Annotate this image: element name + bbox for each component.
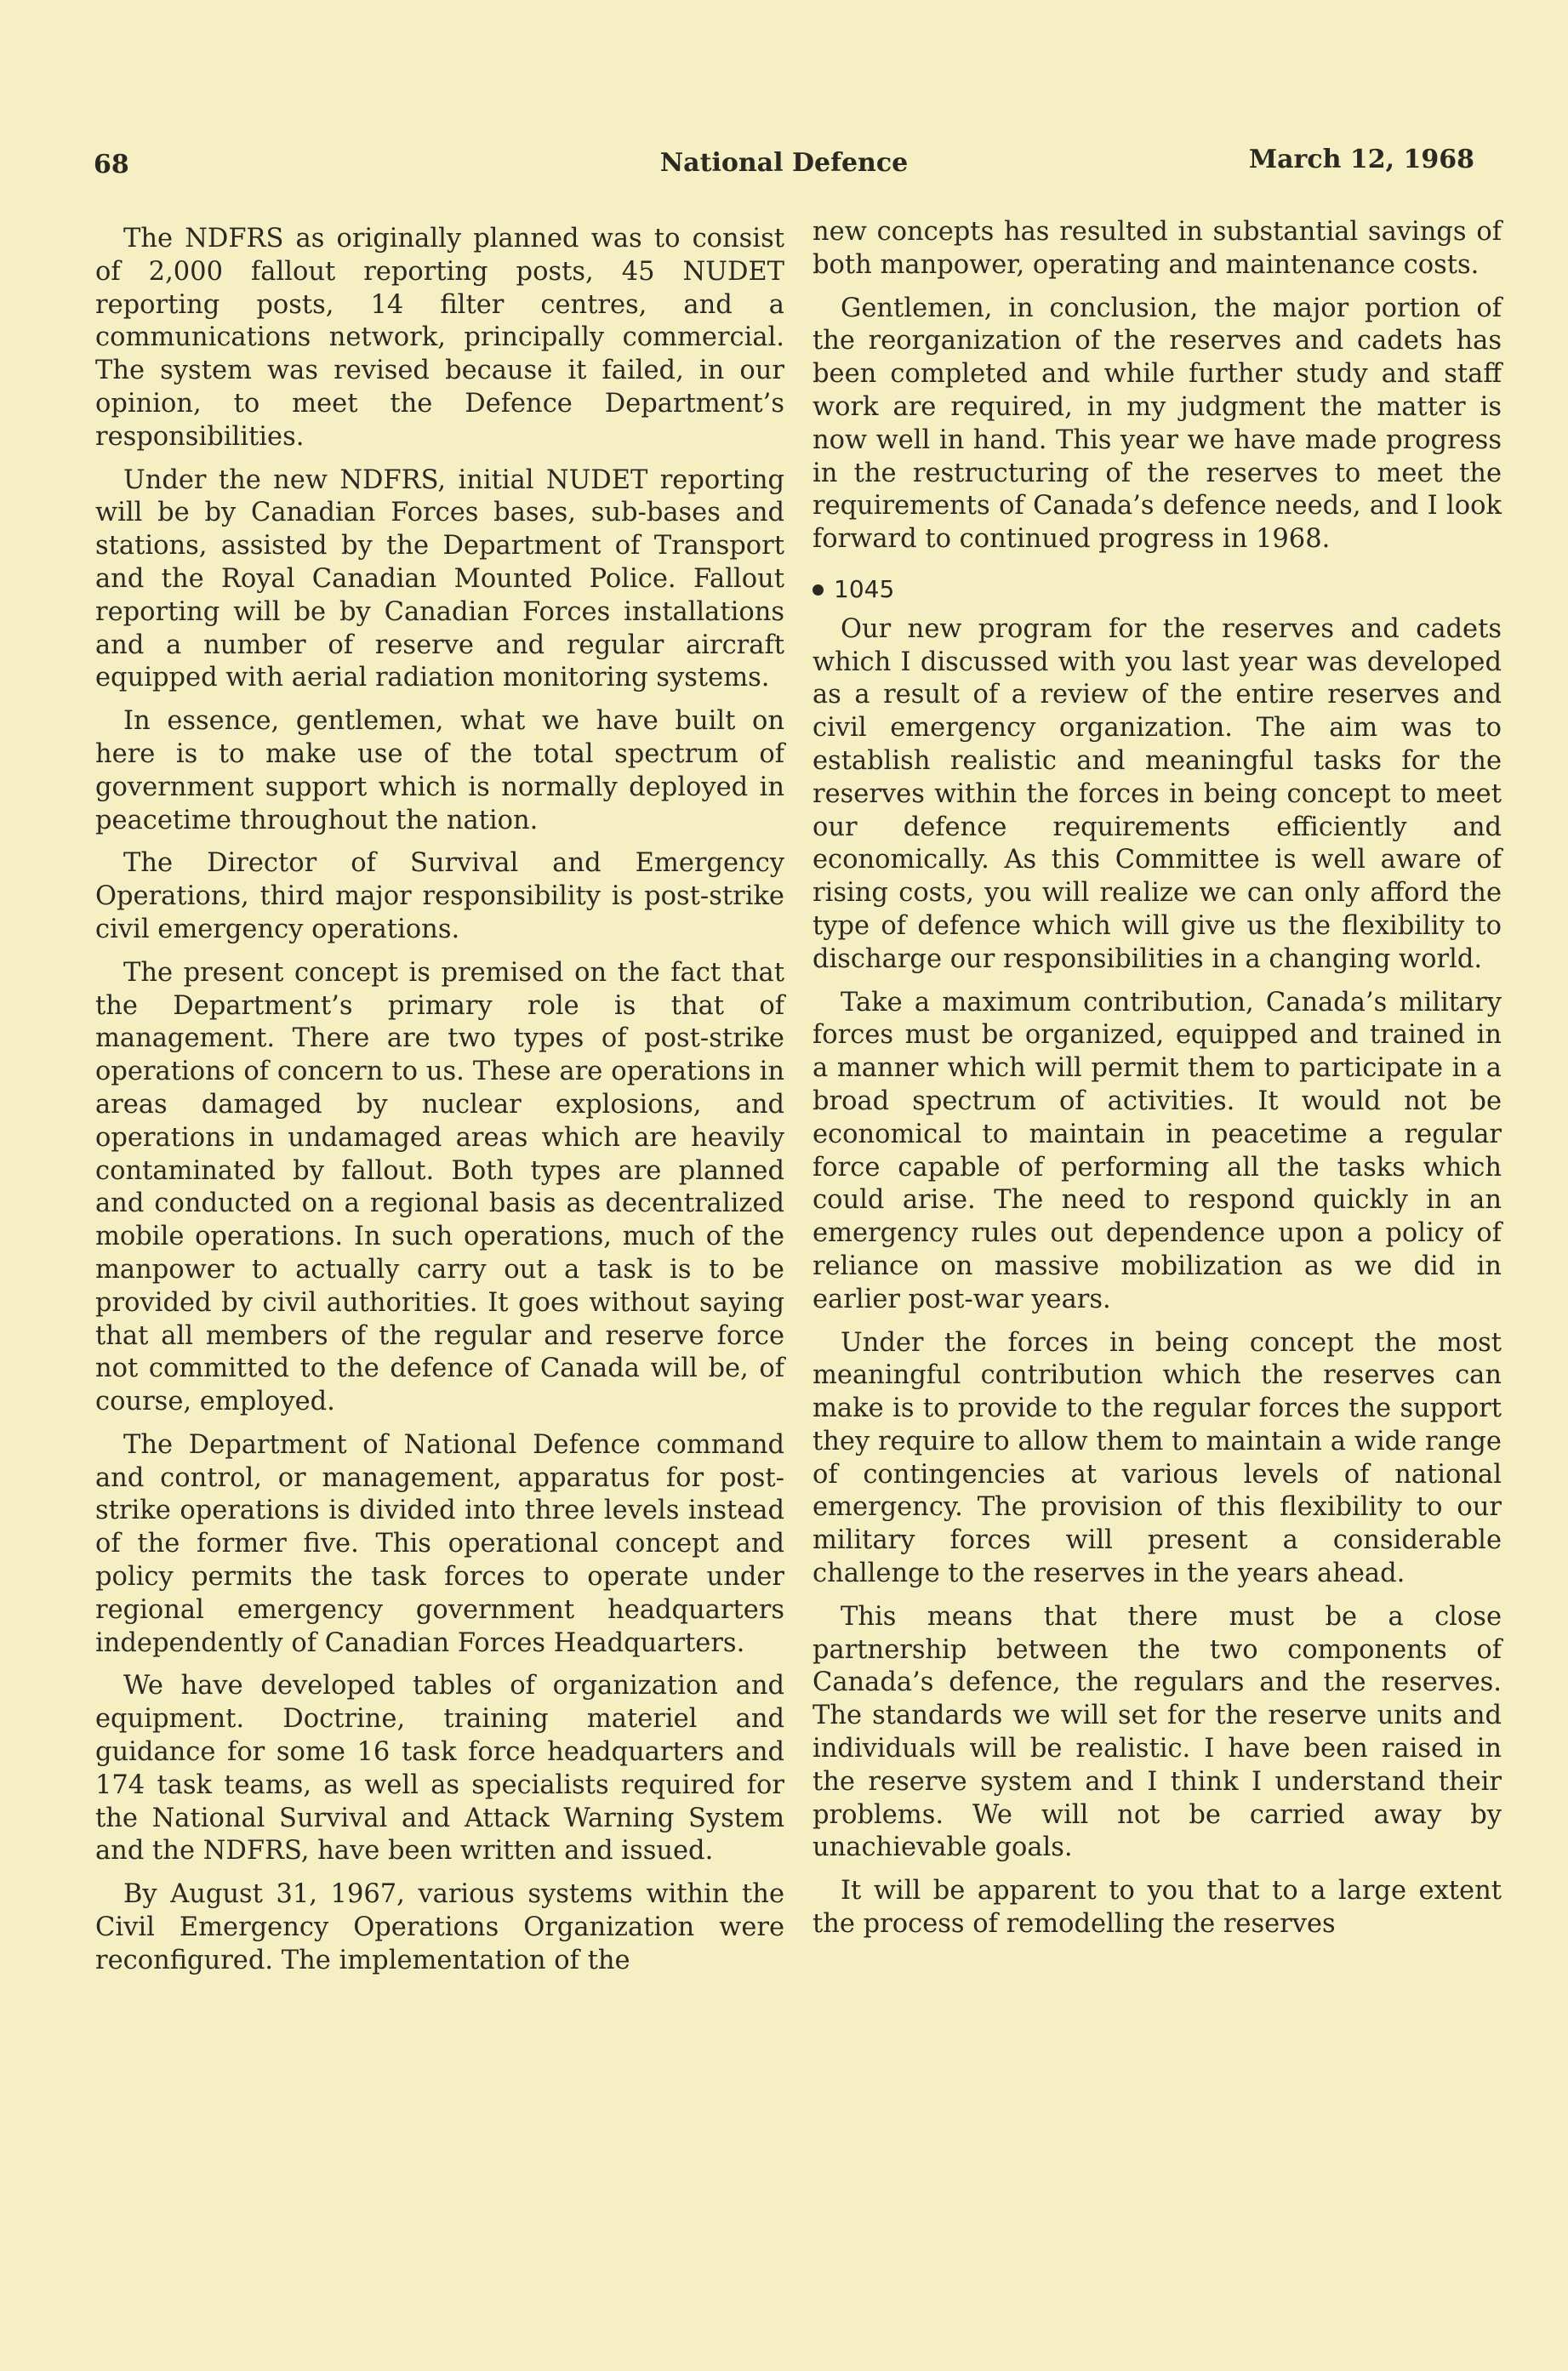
paragraph: It will be apparent to you that to a large extent the process of remodelling the reserves [813,1876,1502,1940]
page-number: 68 [94,150,129,180]
paragraph-continuation: new concepts has resulted in substantial savings of both manpower, operating and maintenance costs. [813,217,1502,280]
paragraph: Under the forces in being concept the most meaningful contribution which the reserves can make is to provide to the regular forces the support they require to allow them to maintain a wide range of contingencies at various levels of national emergency. The provision of this flexibility to our military forces will present a considerable challenge to the reserves in the years ahead. [813,1327,1502,1589]
paragraph: Gentlemen, in conclusion, the major portion of the reorganization of the reserves and cadets has been completed and while further study and staff work are required, in my judgment the matter is now well in hand. This year we have made progress in the restructuring of the reserves to meet the requirements of Canada’s defence needs, and I look forward to continued progress in 1968. [813,293,1502,555]
paragraph: Our new program for the reserves and cadets which I discussed with you last year was developed as a result of a review of the entire reserves and civil emergency organization. The aim was to establish realistic and meaningful tasks for the reserves within the forces in being concept to meet our defence requirements efficiently and economically. As this Committee is well aware of rising costs, you will realize we can only afford the type of defence which will give us the flexibility to discharge our responsibilities in a changing world. [813,613,1502,974]
paragraph: This means that there must be a close partnership between the two components of Canada’s defence, the regulars and the reserves. The standards we will set for the reserve units and individuals will be realistic. I have been raised in the reserve system and I think I understand their problems. We will not be carried away by unachievable goals. [813,1601,1502,1863]
paragraph: The present concept is premised on the fact that the Department’s primary role is that of management. There are two types of post-strike operations of concern to us. These are operations in areas damaged by nuclear explosions, and operations in undamaged areas which are heavily contaminated by fallout. Both types are planned and conducted on a regional basis as decentralized mobile operations. In such operations, much of the manpower to actually carry out a task is to be provided by civil authorities. It goes without saying that all members of the regular and reserve force not committed to the defence of Canada will be, of course, employed. [95,957,784,1417]
right-column [813,216,1502,1952]
paragraph: We have developed tables of organization and equipment. Doctrine, training materiel and guidance for some 16 task force headquarters and 174 task teams, as well as specialists required for the National Survival and Attack Warning System and the NDFRS, have been written and issued. [95,1671,784,1867]
paragraph: The Director of Survival and Emergency Operations, third major responsibility is post-strike civil emergency operations. [95,848,784,944]
paragraph: By August 31, 1967, various systems within the Civil Emergency Operations Organization were reconfigured. The implementation of the [95,1879,784,1975]
paragraph: Take a maximum contribution, Canada’s military forces must be organized, equipped and trained in a manner which will permit them to participate in a broad spectrum of activities. It would not be economical to maintain in peacetime a regular force capable of performing all the tasks which could arise. The need to respond quickly in an emergency rules out dependence upon a policy of reliance on massive mobilization as we did in earlier post-war years. [813,987,1502,1314]
paragraph: The Department of National Defence command and control, or management, apparatus for post-strike operations is divided into three levels instead of the former five. This operational concept and policy permits the task forces to operate under regional emergency government headquarters independently of Canadian Forces Headquarters. [95,1429,784,1658]
paragraph: In essence, gentlemen, what we have built on here is to make use of the total spectrum of government support which is normally deployed in peacetime throughout the nation. [95,706,784,835]
paragraph: The NDFRS as originally planned was to consist of 2,000 fallout reporting posts, 45 NUDET reporting posts, 14 filter centres, and a communications network, principally commercial. The system was revised because it failed, in our opinion, to meet the Defence Department’s responsibilities. [95,224,784,452]
time-marker-label: 1045 [834,574,895,603]
left-column [95,223,784,1988]
header-date: March 12, 1968 [1248,145,1474,174]
bullet-icon [813,584,824,596]
running-title: National Defence [659,148,909,178]
paragraph: Under the new NDFRS, initial NUDET reporting will be by Canadian Forces bases, sub-bases and stations, assisted by the Department of Transport and the Royal Canadian Mounted Police. Fallout reporting will be by Canadian Forces installations and a number of reserve and regular aircraft equipped with aerial radiation monitoring systems. [95,465,784,693]
time-marker [813,573,1502,607]
page-header [94,145,1474,187]
